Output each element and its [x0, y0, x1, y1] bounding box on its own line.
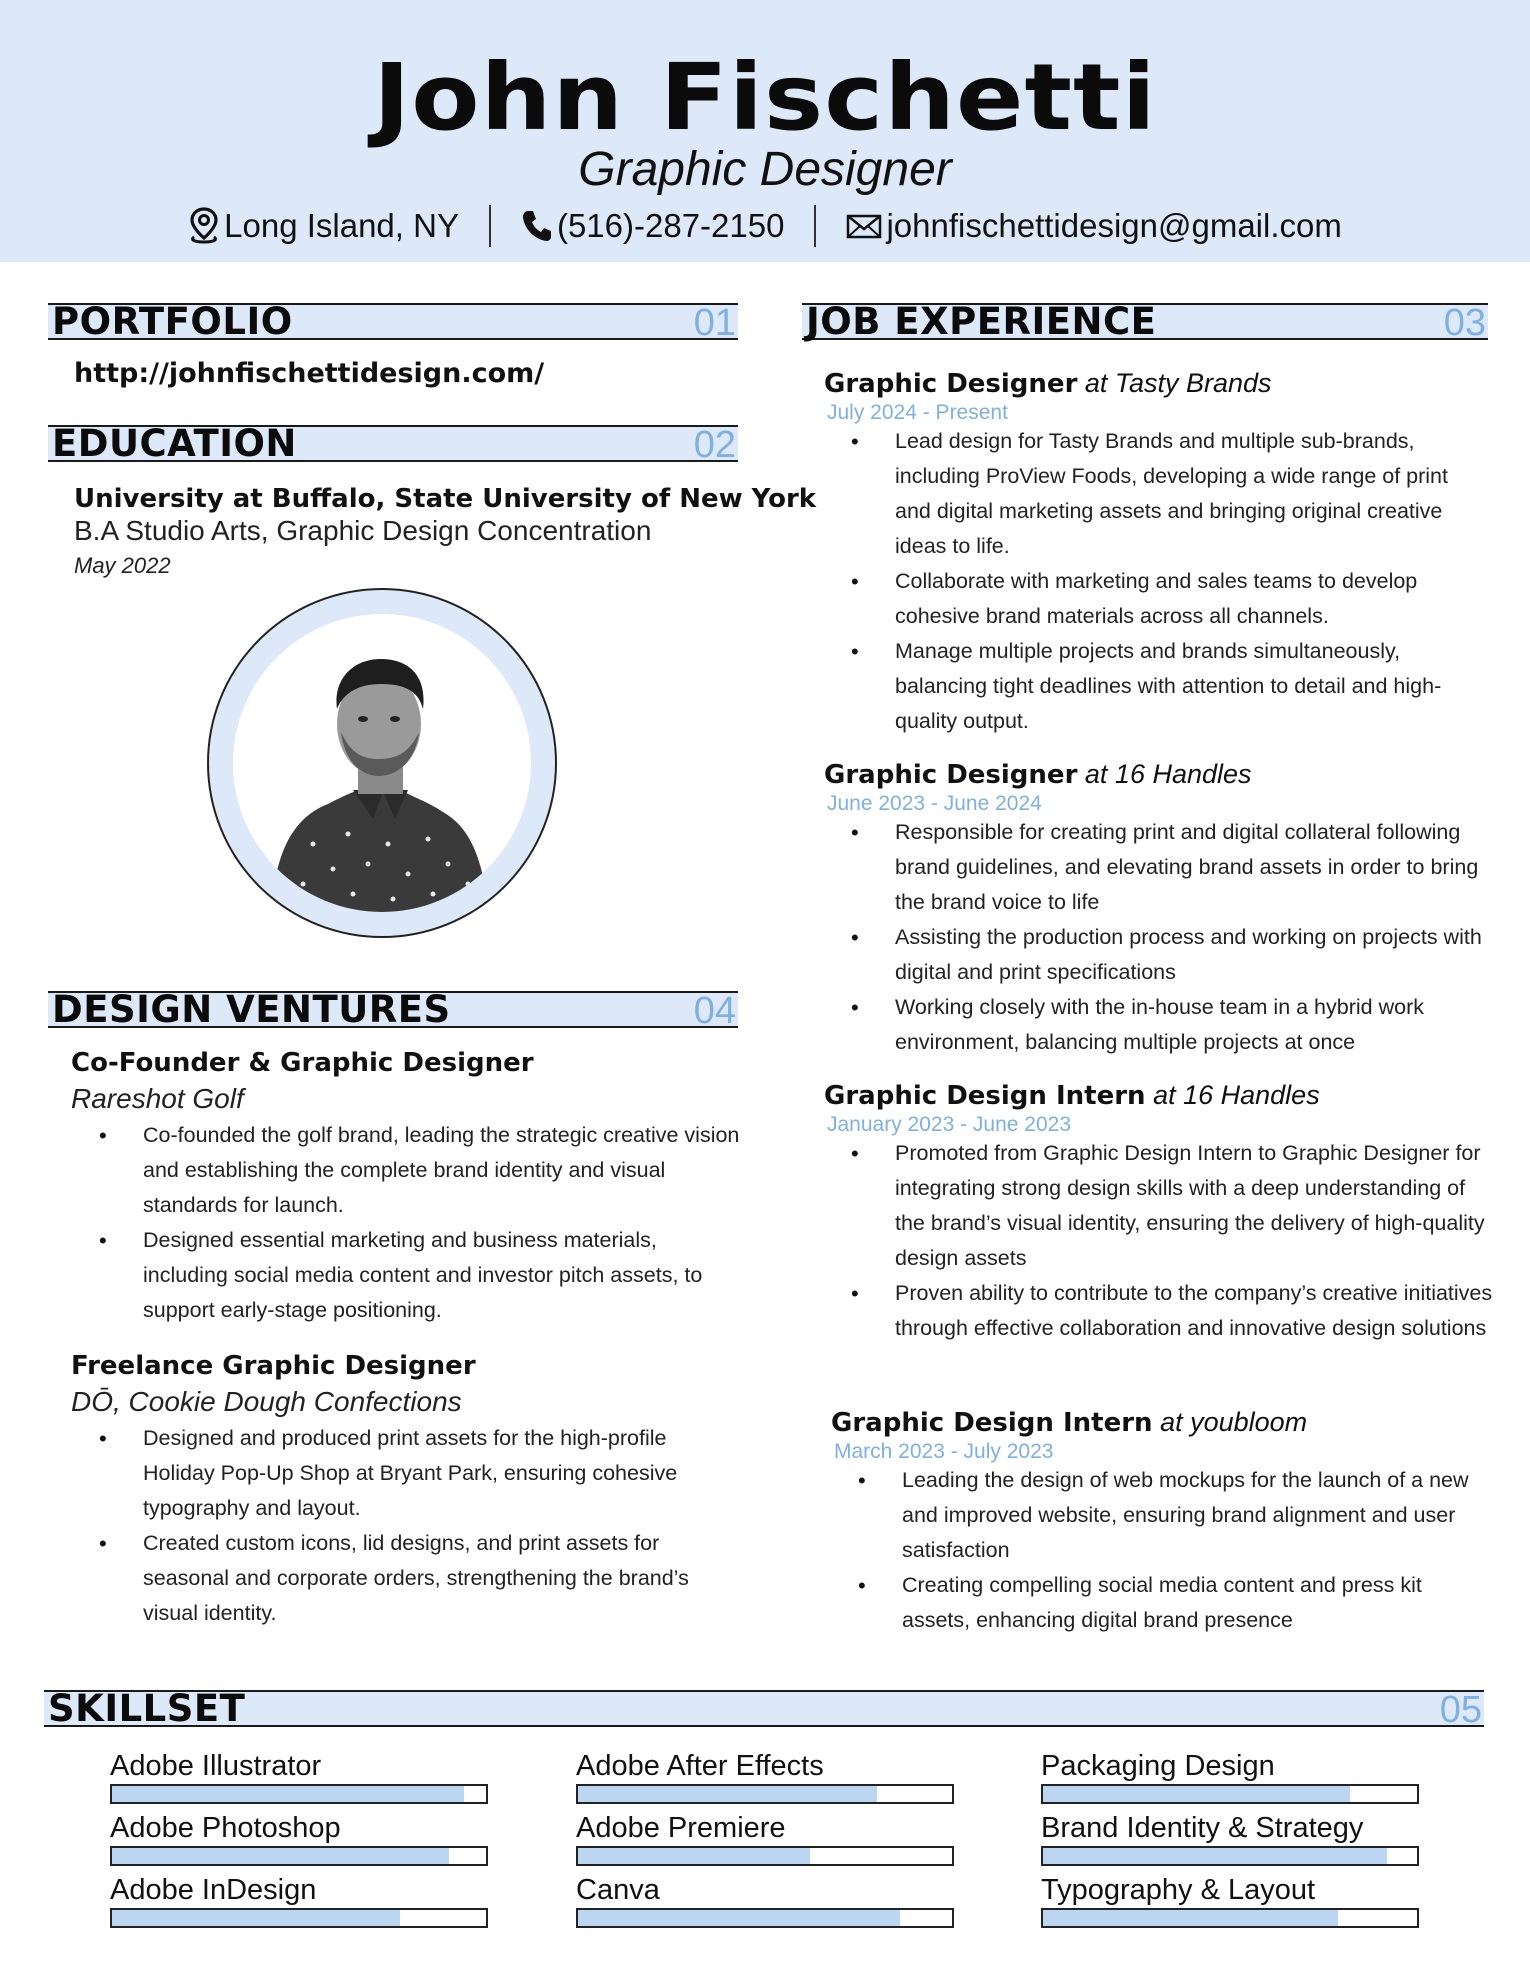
venture-role: Freelance Graphic Designer: [71, 1351, 476, 1381]
list-item: • Assisting the production process and working on projects with digital and print specifications: [895, 920, 1495, 990]
job-role: Graphic Design Intern: [824, 1081, 1146, 1111]
skill-level-bar: [1041, 1784, 1419, 1804]
skill-name: Adobe Illustrator: [110, 1750, 322, 1782]
location-pin-icon: [188, 207, 220, 245]
ventures-number: 04: [693, 990, 736, 1032]
job-title: [824, 1080, 1320, 1111]
skill-level-fill: [578, 1786, 877, 1802]
skills-section-bar: [44, 1687, 1484, 1731]
skill-name: Adobe After Effects: [576, 1750, 824, 1782]
skill-level-fill: [112, 1910, 400, 1926]
job-role: Graphic Design Intern: [831, 1408, 1153, 1438]
skill-item: [576, 1752, 954, 1804]
envelope-icon: [846, 212, 882, 240]
contact-line: [0, 205, 1530, 247]
venture-role: Co-Founder & Graphic Designer: [71, 1048, 534, 1078]
skill-name: Brand Identity & Strategy: [1041, 1812, 1364, 1844]
list-item: • Creating compelling social media content and press kit assets, enhancing digital brand presence: [902, 1568, 1482, 1638]
list-item: • Promoted from Graphic Design Intern to Graphic Designer for integrating strong design skills with a deep understanding of the brand’s visual identity, ensuring the delivery of high-quality design assets: [895, 1136, 1495, 1276]
contact-divider: [814, 205, 816, 247]
list-item: • Designed and produced print assets for the high-profile Holiday Pop-Up Shop at Bryant Park, ensuring cohesive typography and layout.: [143, 1421, 733, 1526]
skills-heading: SKILLSET: [48, 1687, 246, 1730]
skill-item: [1041, 1876, 1419, 1928]
portfolio-link[interactable]: http://johnfischettidesign.com/: [74, 358, 545, 389]
profile-photo: [233, 614, 531, 912]
skill-level-fill: [112, 1848, 449, 1864]
skill-level-bar: [110, 1784, 488, 1804]
skill-name: Packaging Design: [1041, 1750, 1275, 1782]
job-bullets: [895, 1136, 1495, 1346]
skill-level-fill: [1043, 1786, 1350, 1802]
skill-item: [576, 1876, 954, 1928]
education-school: University at Buffalo, State University of New York: [74, 484, 817, 514]
job-title: [831, 1407, 1307, 1438]
education-heading: EDUCATION: [52, 422, 297, 465]
skill-level-bar: [110, 1908, 488, 1928]
ventures-section-bar: [48, 988, 738, 1032]
list-item: • Manage multiple projects and brands simultaneously, balancing tight deadlines with attention to detail and high-quality output.: [895, 634, 1485, 739]
skill-item: [576, 1814, 954, 1866]
email-item[interactable]: [846, 207, 1341, 245]
job-bullets: [902, 1463, 1482, 1638]
job-title: [824, 759, 1252, 790]
list-item: • Co-founded the golf brand, leading the strategic creative vision and establishing the complete brand identity and visual standards for launch.: [143, 1118, 743, 1223]
job-date: March 2023 - July 2023: [834, 1440, 1054, 1463]
skill-name: Adobe InDesign: [110, 1874, 317, 1906]
skill-level-bar: [1041, 1846, 1419, 1866]
skill-name: Canva: [576, 1874, 660, 1906]
portfolio-section-bar: [48, 300, 738, 344]
portfolio-heading: PORTFOLIO: [52, 300, 293, 343]
education-degree: B.A Studio Arts, Graphic Design Concentration: [74, 515, 652, 546]
job-date: January 2023 - June 2023: [827, 1113, 1072, 1136]
jobs-heading: JOB EXPERIENCE: [806, 300, 1157, 343]
skill-item: [1041, 1814, 1419, 1866]
skill-item: [110, 1876, 488, 1928]
jobs-section-bar: [802, 300, 1488, 344]
skill-level-fill: [578, 1848, 810, 1864]
job-company: at Tasty Brands: [1084, 368, 1272, 398]
education-section-bar: [48, 422, 738, 466]
portfolio-number: 01: [693, 302, 736, 344]
job-bullets: [895, 815, 1495, 1060]
job-title: [824, 368, 1272, 399]
skill-level-bar: [576, 1908, 954, 1928]
email-link[interactable]: johnfischettidesign@gmail.com: [886, 207, 1342, 244]
job-date: June 2023 - June 2024: [827, 792, 1042, 815]
list-item: • Designed essential marketing and business materials, including social media content and investor pitch assets, to support early-stage positioning.: [143, 1223, 743, 1328]
list-item: • Created custom icons, lid designs, and print assets for seasonal and corporate orders, strengthening the brand’s visual identity.: [143, 1526, 733, 1631]
education-number: 02: [693, 424, 736, 466]
education-date: May 2022: [74, 553, 171, 578]
location-text: Long Island, NY: [224, 207, 459, 244]
skill-level-bar: [576, 1846, 954, 1866]
job-date: July 2024 - Present: [827, 401, 1008, 424]
profile-photo-frame: [207, 588, 557, 938]
job-company: at youbloom: [1160, 1407, 1308, 1437]
skill-level-fill: [578, 1910, 900, 1926]
skill-name: Typography & Layout: [1041, 1874, 1316, 1906]
skill-level-fill: [1043, 1910, 1338, 1926]
venture-company: Rareshot Golf: [71, 1083, 244, 1114]
phone-icon: [521, 209, 553, 243]
venture-bullets: [143, 1421, 733, 1631]
candidate-name: John Fischetti: [373, 44, 1157, 151]
skill-name: Adobe Premiere: [576, 1812, 786, 1844]
skill-level-fill: [112, 1786, 464, 1802]
venture-company: DŌ, Cookie Dough Confections: [71, 1386, 462, 1417]
job-company: at 16 Handles: [1153, 1080, 1320, 1110]
skill-item: [110, 1752, 488, 1804]
job-role: Graphic Designer: [824, 369, 1078, 399]
list-item: • Working closely with the in-house team in a hybrid work environment, balancing multiple projects at once: [895, 990, 1495, 1060]
list-item: • Proven ability to contribute to the company’s creative initiatives through effective collaboration and innovative design solutions: [895, 1276, 1495, 1346]
candidate-role: Graphic Designer: [578, 143, 952, 196]
header-band: [0, 0, 1530, 262]
list-item: • Lead design for Tasty Brands and multiple sub-brands, including ProView Foods, developing a wide range of print and digital marketing assets and bringing original creative ideas to life.: [895, 424, 1485, 564]
skill-item: [1041, 1752, 1419, 1804]
ventures-heading: DESIGN VENTURES: [52, 988, 451, 1031]
skill-item: [110, 1814, 488, 1866]
job-company: at 16 Handles: [1084, 759, 1252, 789]
skills-number: 05: [1439, 1689, 1482, 1731]
phone-item: [521, 207, 785, 245]
skill-level-bar: [1041, 1908, 1419, 1928]
location-item: [188, 207, 459, 245]
skill-name: Adobe Photoshop: [110, 1812, 341, 1844]
job-bullets: [895, 424, 1485, 739]
skill-level-bar: [576, 1784, 954, 1804]
list-item: • Collaborate with marketing and sales teams to develop cohesive brand materials across all channels.: [895, 564, 1485, 634]
job-role: Graphic Designer: [824, 760, 1078, 790]
contact-divider: [489, 205, 491, 247]
venture-bullets: [143, 1118, 743, 1328]
skill-level-fill: [1043, 1848, 1387, 1864]
phone-text: (516)-287-2150: [556, 207, 785, 244]
list-item: • Leading the design of web mockups for the launch of a new and improved website, ensuring brand alignment and user satisfaction: [902, 1463, 1482, 1568]
jobs-number: 03: [1443, 302, 1486, 344]
list-item: • Responsible for creating print and digital collateral following brand guidelines, and elevating brand assets in order to bring the brand voice to life: [895, 815, 1495, 920]
skill-level-bar: [110, 1846, 488, 1866]
